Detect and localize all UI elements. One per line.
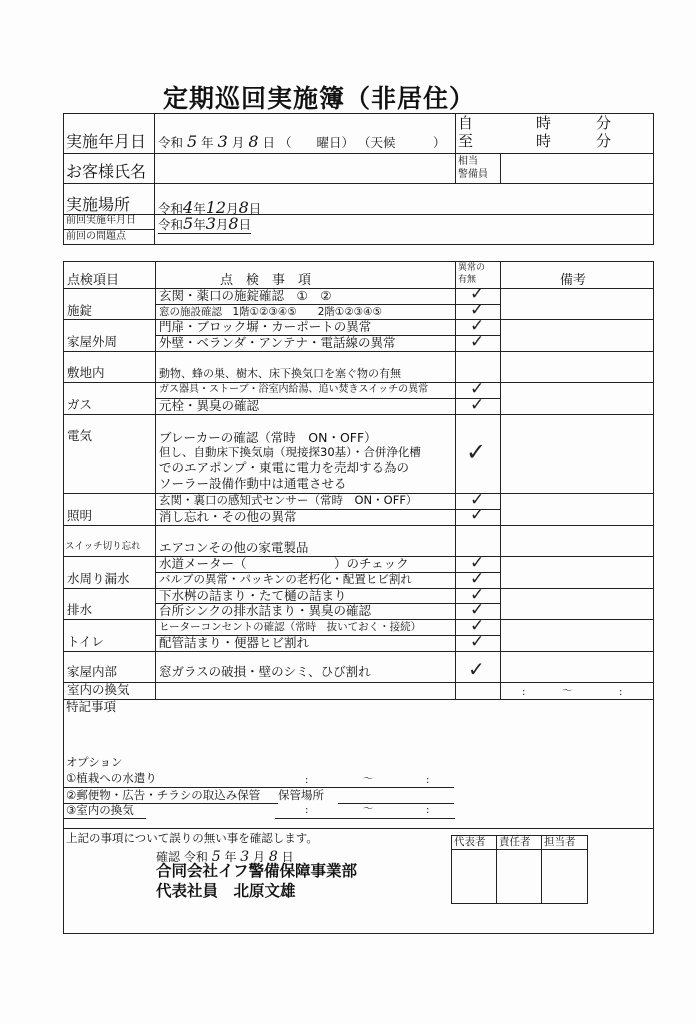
check-mark[interactable]: ✓ <box>470 600 485 620</box>
hour-label: 時 <box>536 132 552 150</box>
check-mark[interactable]: ✓ <box>470 300 485 320</box>
stamp-label: 担当者 <box>544 836 576 848</box>
check-mark[interactable]: ✓ <box>470 553 485 573</box>
time-colon: : <box>426 775 430 786</box>
option-label: オプション <box>66 755 123 769</box>
unit: 月 <box>253 850 266 864</box>
day: 8 <box>228 214 239 233</box>
to-label: 至 <box>458 132 474 150</box>
time-colon: : <box>305 775 309 786</box>
unit: 年 <box>193 201 206 216</box>
prev-issue-label: 前回の問題点 <box>66 231 126 242</box>
category-gas: ガス <box>67 397 93 412</box>
divider <box>500 261 501 699</box>
check-mark[interactable]: ✓ <box>470 316 485 336</box>
month: 3 <box>205 214 216 233</box>
unit: 日 <box>262 135 276 150</box>
divider <box>63 414 654 415</box>
date-month: 3 <box>217 132 228 151</box>
month: 12 <box>205 198 227 217</box>
col-abnormal: 異常の <box>458 263 486 273</box>
divider <box>155 304 501 305</box>
storage-field[interactable] <box>338 790 454 804</box>
category-lighting: 照明 <box>67 508 93 523</box>
time-colon: : <box>619 687 623 698</box>
divider <box>154 113 155 244</box>
day: 8 <box>268 849 278 865</box>
item-text: エアコンその他の家電製品 <box>159 540 309 555</box>
year: 5 <box>211 849 221 865</box>
divider <box>455 113 456 184</box>
storage-label: 保管場所 <box>278 788 324 802</box>
category-switch: スイッチ切り忘れ <box>65 541 141 552</box>
unit: 年 <box>193 217 206 232</box>
divider <box>63 619 654 620</box>
time-colon: : <box>522 687 526 698</box>
category-ventilation: 室内の換気 <box>67 682 130 697</box>
customer-field[interactable] <box>156 154 454 183</box>
date-label: 実施年月日 <box>66 132 147 151</box>
unit: 日 <box>238 217 252 232</box>
item-text: 下水桝の詰まり・たて樋の詰まり <box>159 588 347 603</box>
item-text: でのエアポンプ・東電に電力を売却する為の <box>159 460 410 475</box>
item-text: 窓の施設確認 1階①②③④⑤ 2階①②③④⑤ <box>159 306 382 318</box>
unit: 日 <box>281 850 294 864</box>
item-text: 元栓・異臭の確認 <box>159 398 260 413</box>
category-interior: 家屋内部 <box>67 664 118 679</box>
time-tilde: ～ <box>363 774 373 785</box>
prev-issue-field[interactable] <box>156 230 652 244</box>
stamp-representative[interactable] <box>453 851 495 902</box>
divider <box>63 183 654 184</box>
divider <box>63 351 654 352</box>
col-abnormal: 有無 <box>458 275 477 285</box>
unit: 年 <box>224 850 237 864</box>
item-text: 但し、自動床下換気扇（現接探30基）・合併浄化槽 <box>159 445 421 459</box>
check-mark[interactable]: ✓ <box>470 505 485 525</box>
weekday-field: （ 曜日） <box>279 135 355 150</box>
divider <box>63 682 654 683</box>
confirmation-statement: 上記の事項について誤りの無い事を確認します。 <box>66 831 318 845</box>
check-mark[interactable]: ✓ <box>468 657 485 681</box>
item-text: 玄関・裏口の感知式センサー（常時 ON・OFF） <box>159 493 418 507</box>
stamp-label: 責任者 <box>499 836 531 848</box>
unit: 月 <box>226 201 239 216</box>
representative-name: 代表社員 北原文雄 <box>156 882 296 900</box>
check-mark[interactable]: ✓ <box>470 332 485 352</box>
category-toilet: トイレ <box>67 634 104 649</box>
divider <box>496 835 497 904</box>
item-text: 門扉・ブロック塀・カーポートの異常 <box>159 319 372 334</box>
stamp-label: 代表者 <box>454 836 486 848</box>
item-text: 配管詰まり・便器ヒビ割れ <box>159 635 310 650</box>
guard-label: 相当 <box>458 156 478 167</box>
item-text: ソーラー設備作動中は通電させる <box>159 476 347 491</box>
minute-label: 分 <box>596 114 612 132</box>
category-drain: 排水 <box>67 602 93 617</box>
category-water: 水周り漏水 <box>67 571 130 586</box>
time-tilde: ～ <box>562 686 572 697</box>
from-label: 自 <box>458 114 474 132</box>
option-mail: ②郵便物・広告・チラシの取込み保管 <box>66 788 261 802</box>
item-text: 水道メーター（ ）のチェック <box>159 556 409 571</box>
item-text: 外壁・ベランダ・アンテナ・電話線の異常 <box>159 335 396 350</box>
guard-label: 警備員 <box>458 169 488 180</box>
date-field[interactable] <box>158 132 446 151</box>
check-mark[interactable]: ✓ <box>470 585 485 605</box>
item-text: ヒーターコンセントの確認（常時 抜いておく・接続） <box>159 621 422 633</box>
stamp-staff[interactable] <box>543 851 586 902</box>
guard-field[interactable] <box>502 154 652 183</box>
era: 令和 <box>158 201 184 216</box>
divider <box>155 261 156 699</box>
item-text: 消し忘れ・その他の異常 <box>159 509 297 524</box>
check-mark[interactable]: ✓ <box>470 379 485 399</box>
year: 4 <box>183 198 194 217</box>
location-label: 実施場所 <box>66 195 131 214</box>
unit: 日 <box>248 201 262 216</box>
weather-field: （天候 ） <box>358 135 446 150</box>
notes-label: 特記事項 <box>66 699 117 714</box>
underline <box>64 818 146 819</box>
date-year: 5 <box>187 132 198 151</box>
confirm-label: 確認 <box>156 850 181 864</box>
unit: 月 <box>215 217 229 232</box>
divider <box>63 525 654 526</box>
item-text: ブレーカーの確認（常時 ON・OFF） <box>159 430 377 445</box>
divider <box>455 261 456 699</box>
item-text: 動物、蜂の巣、樹木、床下換気口を塞ぐ物の有無 <box>159 367 401 380</box>
era: 令和 <box>158 217 184 232</box>
era: 令和 <box>183 850 208 864</box>
divider <box>63 651 654 652</box>
year: 5 <box>183 214 194 233</box>
customer-label: お客様氏名 <box>66 162 147 181</box>
time-colon: : <box>426 805 430 816</box>
check-mark[interactable]: ✓ <box>466 438 487 466</box>
item-text: 窓ガラスの破損・壁のシミ、ひび割れ <box>159 664 371 679</box>
day: 8 <box>238 198 249 217</box>
item-text: 玄関・薬口の施錠確認 ① ② <box>159 288 332 303</box>
page-title: 定期巡回実施簿（非居住） <box>163 84 476 113</box>
col-item: 点検項目 <box>67 273 120 288</box>
date-day: 8 <box>248 132 259 151</box>
check-mark[interactable]: ✓ <box>470 569 485 589</box>
divider <box>63 588 654 589</box>
minute-label: 分 <box>596 132 612 150</box>
item-text: バルブの異常・パッキンの老朽化・配置ヒビ割れ <box>159 572 412 586</box>
underline <box>275 818 455 819</box>
era: 令和 <box>158 135 184 150</box>
category-exterior: 家屋外周 <box>67 334 118 349</box>
unit: 年 <box>201 135 214 150</box>
prev-date-label: 前回実施年月日 <box>66 215 136 226</box>
item-text: 台所シンクの排水詰まり・異臭の確認 <box>159 603 371 618</box>
time-colon: : <box>305 805 309 816</box>
col-remarks: 備考 <box>560 273 587 288</box>
hour-label: 時 <box>536 114 552 132</box>
check-mark[interactable]: ✓ <box>470 632 485 652</box>
divider <box>63 229 155 230</box>
divider <box>500 153 501 184</box>
category-lock: 施錠 <box>67 303 93 318</box>
company-name: 合同会社イフ警備保障事業部 <box>156 862 358 880</box>
unit: 月 <box>231 135 245 150</box>
category-electric: 電気 <box>67 428 93 443</box>
check-mark[interactable]: ✓ <box>470 490 485 510</box>
option-ventilation: ③室内の換気 <box>66 803 134 817</box>
check-mark[interactable]: ✓ <box>470 395 485 415</box>
notes-box <box>63 699 654 829</box>
month: 3 <box>240 849 250 865</box>
divider <box>541 835 542 904</box>
divider <box>451 849 588 850</box>
divider <box>63 214 654 215</box>
category-grounds: 敷地内 <box>67 365 105 380</box>
stamp-manager[interactable] <box>498 851 540 902</box>
divider <box>63 288 654 289</box>
item-text: ガス器具・ストーブ・浴室内給湯、追い焚きスイッチの異常 <box>159 384 429 395</box>
col-details: 点 検 事 項 <box>220 273 312 288</box>
divider <box>63 382 654 383</box>
check-mark[interactable]: ✓ <box>470 284 485 304</box>
time-tilde: ～ <box>363 804 373 815</box>
option-watering: ①植栽への水遣り <box>66 771 157 785</box>
check-mark[interactable]: ✓ <box>470 616 485 636</box>
